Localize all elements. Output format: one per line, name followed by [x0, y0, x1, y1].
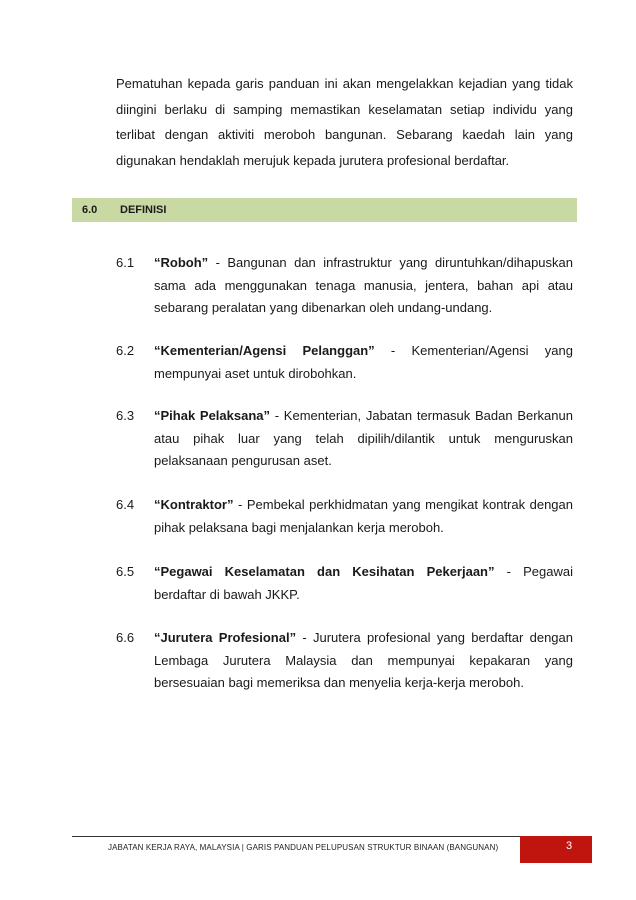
definition-term: “Kementerian/Agensi Pelanggan” — [154, 343, 375, 358]
definition-number: 6.2 — [116, 343, 135, 358]
definition-term: “Roboh” — [154, 255, 209, 270]
intro-paragraph: Pematuhan kepada garis panduan ini akan mengelakkan kejadian yang tidak diingini berlaku di samping memastikan keselamatan setiap individu yang terlibat dengan aktiviti meroboh bangunan. Sebarang kaedah lain yang digunakan hendaklah merujuk kepada jurutera profesional berdaftar. — [116, 76, 573, 168]
definition-term: “Kontraktor” — [154, 497, 234, 512]
definition-item — [116, 627, 573, 695]
definition-term: “Jurutera Profesional” — [154, 630, 297, 645]
definition-text: - Pegawai berdaftar di bawah JKKP. — [154, 564, 574, 602]
section-number: 6.0 — [82, 204, 98, 216]
definition-item — [116, 340, 573, 385]
definition-term: “Pihak Pelaksana” — [154, 408, 271, 423]
definition-text: - Pembekal perkhidmatan yang mengikat kontrak dengan pihak pelaksana bagi menjalankan kerja meroboh. — [154, 497, 573, 535]
definition-number: 6.3 — [116, 408, 135, 423]
definition-item — [116, 561, 573, 606]
definition-number: 6.4 — [116, 497, 135, 512]
definition-term: “Pegawai Keselamatan dan Kesihatan Pekerjaan” — [154, 564, 495, 579]
footer-text: JABATAN KERJA RAYA, MALAYSIA | GARIS PANDUAN PELUPUSAN STRUKTUR BINAAN (BANGUNAN) — [108, 843, 499, 852]
definition-text: - Bangunan dan infrastruktur yang diruntuhkan/dihapuskan sama ada menggunakan tenaga manusia, jentera, bahan api atau sebarang peralatan yang dibenarkan oleh undang-undang. — [154, 255, 573, 315]
footer-divider — [72, 836, 522, 837]
definition-number: 6.5 — [116, 564, 135, 579]
definition-item — [116, 252, 573, 320]
page-number: 3 — [566, 840, 573, 852]
definition-number: 6.6 — [116, 630, 135, 645]
definition-number: 6.1 — [116, 255, 135, 270]
section-heading-bar — [72, 198, 577, 222]
definition-text: - Kementerian, Jabatan termasuk Badan Berkanun atau pihak luar yang telah dipilih/dilantik untuk menguruskan pelaksanaan pengurusan aset. — [154, 408, 573, 468]
section-title: DEFINISI — [120, 204, 167, 216]
definition-text: - Jurutera profesional yang berdaftar dengan Lembaga Jurutera Malaysia dan mempunyai kepakaran yang bersesuaian bagi memeriksa dan menyelia kerja-kerja meroboh. — [154, 630, 573, 690]
definition-item — [116, 405, 573, 473]
definition-item — [116, 494, 573, 539]
page-number-box — [520, 836, 592, 863]
definition-text: - Kementerian/Agensi yang mempunyai aset untuk dirobohkan. — [154, 343, 573, 381]
